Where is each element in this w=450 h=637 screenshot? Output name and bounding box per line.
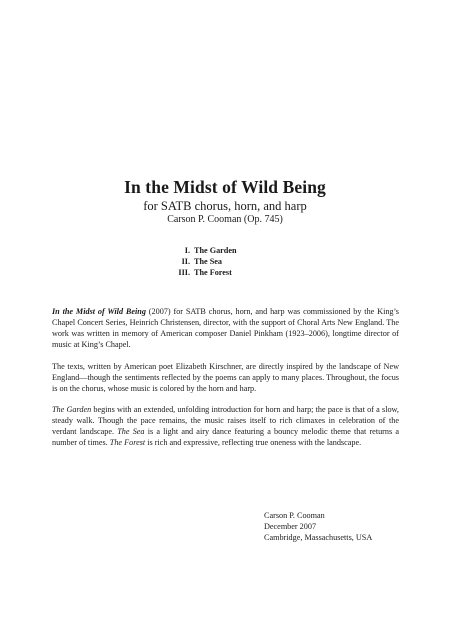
paragraph-3-text-a: begins with an extended, unfolding introduction for horn and harp; the pace is that of a slow, steady walk. Though the pace remains, the music raises itself to rich climaxes in celebration of the verdant landscape. xyxy=(52,405,399,437)
program-note-paragraph-1 xyxy=(52,306,399,350)
program-note-paragraph-2: The texts, written by American poet Elizabeth Kirschner, are directly inspired by the landscape of New England—though the sentiments reflected by the poems can apply to many places. Throughout, the focus is on the chorus, whose music is colored by the horn and harp. xyxy=(52,362,399,394)
movement-item xyxy=(160,245,280,256)
movement-ref-sea: The Sea xyxy=(117,427,145,437)
signature-name: Carson P. Cooman xyxy=(264,511,325,520)
movement-ref-forest: The Forest xyxy=(109,438,146,448)
paragraph-3-text-c: is rich and expressive, reflecting true oneness with the landscape. xyxy=(145,438,362,448)
movement-item xyxy=(160,267,280,278)
paragraph-1-text: (2007) for SATB chorus, horn, and harp was commissioned by the King’s Chapel Concert Series, Heinrich Christensen, director, with the support of Choral Arts New England. The work was written in memory of American composer Daniel Pinkham (1923–2006), longtime director of music at King’s Chapel. xyxy=(52,307,399,350)
movement-number: II. xyxy=(181,257,190,266)
movement-name: The Garden xyxy=(194,246,237,255)
movement-name: The Sea xyxy=(194,257,222,266)
movement-number: I. xyxy=(184,246,190,255)
program-note-paragraph-3 xyxy=(52,404,399,448)
signature-place: Cambridge, Massachusetts, USA xyxy=(264,533,373,543)
movement-item xyxy=(160,256,280,267)
work-title-inline: In the Midst of Wild Being xyxy=(52,307,146,316)
composer-line: Carson P. Cooman (Op. 745) xyxy=(167,214,283,225)
movement-number: III. xyxy=(178,268,190,277)
paragraph-3-text-b: is a light and airy dance featuring a bouncy melodic theme that returns a number of times. xyxy=(52,427,399,448)
signature-date: December 2007 xyxy=(264,522,317,532)
movement-ref-garden: The Garden xyxy=(52,405,92,414)
work-title: In the Midst of Wild Being xyxy=(124,177,326,197)
instrumentation-subtitle: for SATB chorus, horn, and harp xyxy=(143,199,307,213)
signature-block xyxy=(264,510,372,543)
movement-list xyxy=(160,245,280,278)
movement-name: The Forest xyxy=(194,268,232,277)
